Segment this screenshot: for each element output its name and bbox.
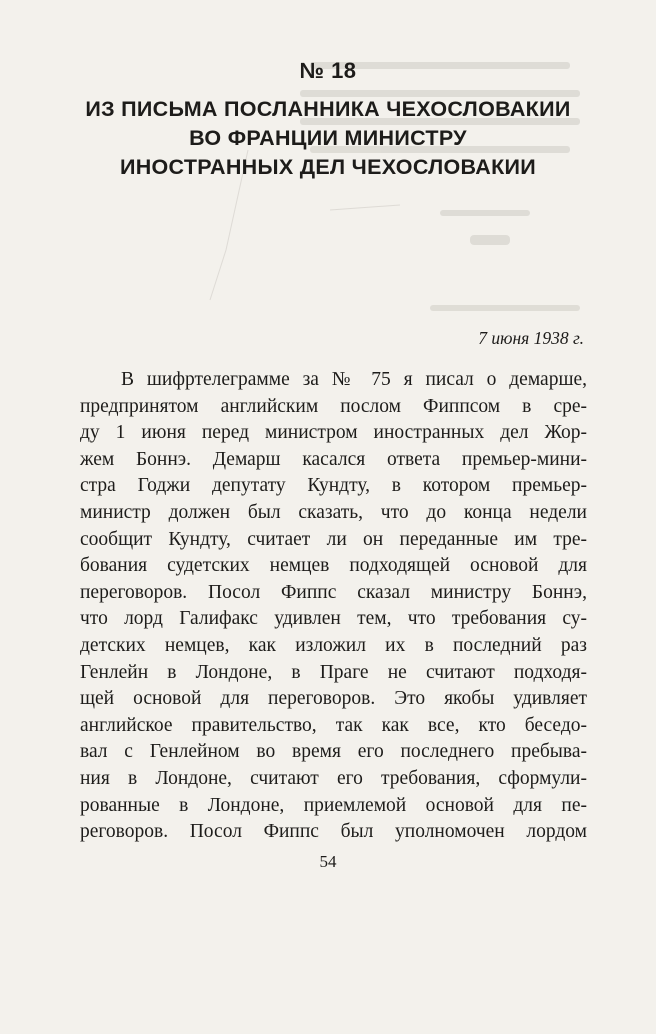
text-line: щей основой для переговоров. Это якобы удивляет (80, 688, 587, 710)
text-line: английское правительство, так как все, кто беседо- (80, 714, 587, 736)
document-number: № 18 (299, 58, 357, 83)
page-number: 54 (319, 852, 337, 871)
text-line: рованные в Лондоне, приемлемой основой для пе- (80, 794, 587, 816)
text-line: ния в Лондоне, считают его требования, сформули- (80, 767, 587, 789)
document-date: 7 июня 1938 г. (478, 328, 584, 348)
text-line: вал с Генлейном во время его последнего пребыва- (80, 741, 587, 763)
text-line: Генлейн в Лондоне, в Праге не считают подходя- (80, 661, 587, 683)
text-line: стра Годжи депутату Кундту, в котором премьер- (80, 475, 587, 497)
text-line: бования судетских немцев подходящей основой для (80, 555, 587, 577)
title-line: ИЗ ПИСЬМА ПОСЛАННИКА ЧЕХОСЛОВАКИИ (85, 97, 571, 121)
title-line: ВО ФРАНЦИИ МИНИСТРУ (189, 126, 467, 150)
text-line: В шифртелеграмме за № 75 я писал о демарше, (121, 369, 587, 390)
text-line: реговоров. Посол Фиппс был уполномочен лордом (80, 821, 587, 843)
title-line: ИНОСТРАННЫХ ДЕЛ ЧЕХОСЛОВАКИИ (119, 155, 537, 179)
text-line: сообщит Кундту, считает ли он переданные им тре- (80, 528, 587, 550)
text-line: жем Боннэ. Демарш касался ответа премьер-мини- (80, 448, 587, 470)
text-line: что лорд Галифакс удивлен тем, что требования су- (80, 608, 587, 630)
body-text (80, 367, 587, 846)
text-line: переговоров. Посол Фиппс сказал министру Боннэ, (80, 581, 587, 603)
text-line: ду 1 июня перед министром иностранных дел Жор- (80, 422, 587, 444)
text-line: министр должен был сказать, что до конца недели (80, 501, 587, 523)
document-title (40, 95, 616, 182)
text-line: предпринятом английским послом Фиппсом в сре- (80, 395, 587, 417)
text-line: детских немцев, как изложил их в последний раз (80, 634, 587, 656)
